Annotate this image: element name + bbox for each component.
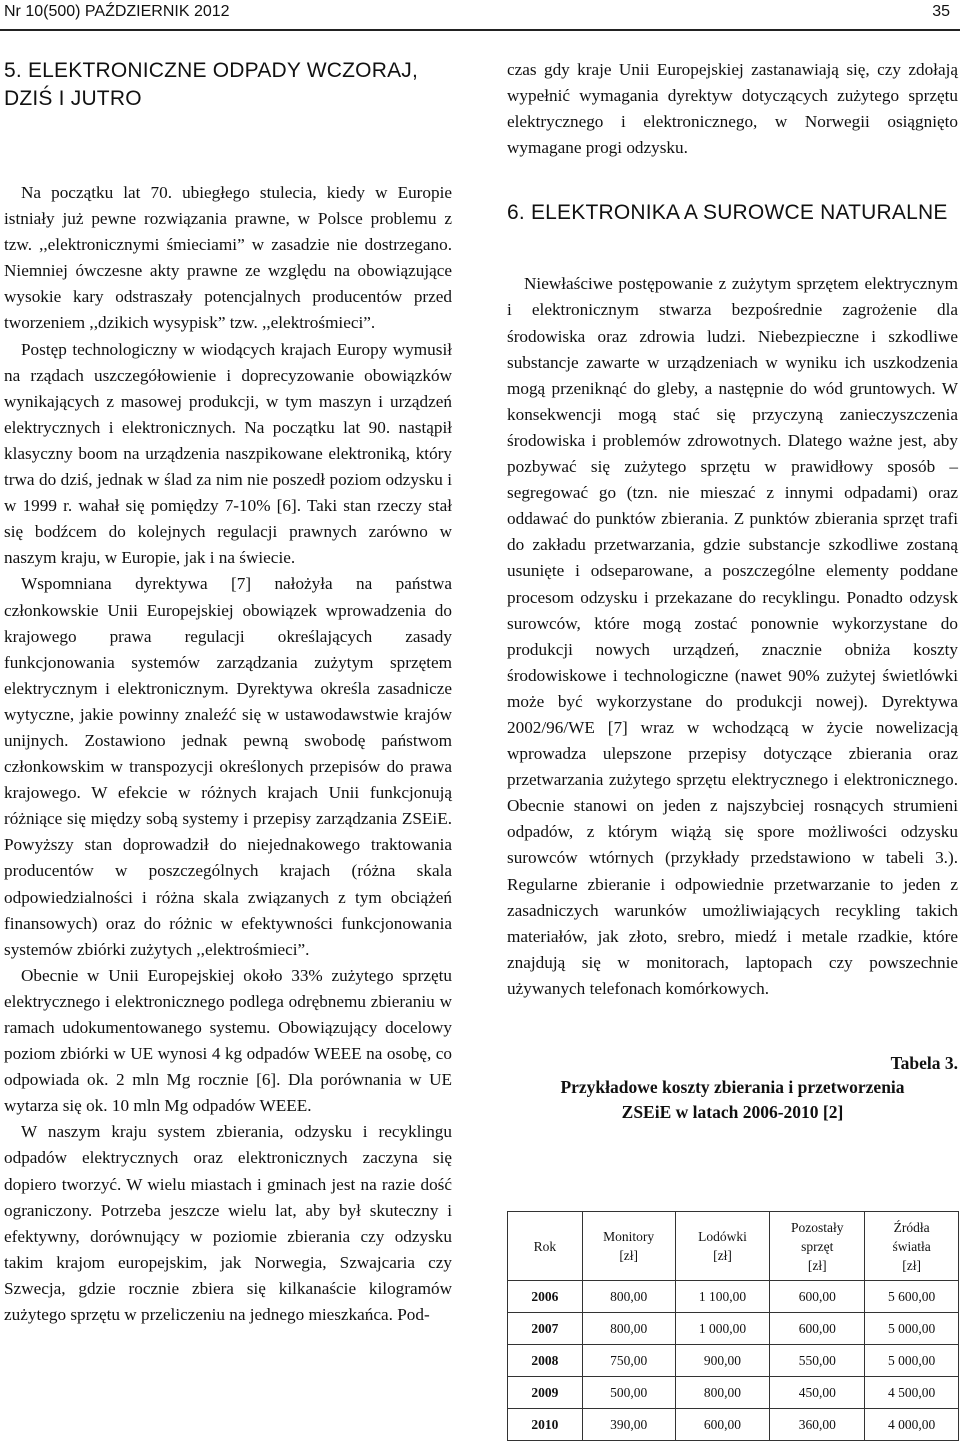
header-light-label-2: światła xyxy=(892,1238,931,1254)
header-other-equipment xyxy=(770,1212,865,1281)
table-title-line2: ZSEiE w latach 2006-2010 [2] xyxy=(621,1102,844,1122)
cell-monitors: 500,00 xyxy=(582,1377,675,1409)
cell-monitors: 390,00 xyxy=(582,1409,675,1441)
section-5-heading xyxy=(4,57,444,113)
cell-year: 2006 xyxy=(508,1281,583,1313)
cell-other: 600,00 xyxy=(770,1281,865,1313)
cell-light: 5 000,00 xyxy=(865,1345,959,1377)
header-light-unit: [zł] xyxy=(902,1257,921,1273)
cell-other: 360,00 xyxy=(770,1409,865,1441)
header-other-label-2: sprzęt xyxy=(801,1238,834,1254)
table-header-row xyxy=(508,1212,959,1281)
table-row xyxy=(508,1313,959,1345)
cell-light: 4 000,00 xyxy=(865,1409,959,1441)
cell-fridges: 800,00 xyxy=(675,1377,770,1409)
continuation-paragraph: czas gdy kraje Unii Europejskiej zastanawiają się, czy zdołają wypełnić wymagania dyrektyw dotyczących zużytego sprzętu elektrycznego i elektronicznego, w Norwegii osiągnięto wymagane progi odzysku. xyxy=(507,60,958,158)
header-fridges-unit: [zł] xyxy=(713,1248,732,1263)
header-light-sources xyxy=(865,1212,959,1281)
cell-monitors: 800,00 xyxy=(582,1281,675,1313)
running-header-issue: Nr 10(500) PAŹDZIERNIK 2012 xyxy=(4,3,230,20)
header-monitors xyxy=(582,1212,675,1281)
section-5-paragraph: Na początku lat 70. ubiegłego stulecia, kiedy w Europie istniały już pewne rozwiązania prawne, w Polsce problemu z tzw. ,,elektronicznymi śmieciami” w zasadzie nie dostrzegano. Niemniej ówczesne akty prawne ze względu na obowiązujące wysokie kary odstraszały potencjalnych producentów przed tworzeniem ,,dzikich wysypisk” tzw. ,,elektrośmieci”. xyxy=(4,183,452,333)
cell-monitors: 800,00 xyxy=(582,1313,675,1345)
cell-light: 5 600,00 xyxy=(865,1281,959,1313)
header-fridges xyxy=(675,1212,770,1281)
section-5-heading-line1: 5. ELEKTRONICZNE ODPADY WCZORAJ, xyxy=(4,59,419,82)
header-rule xyxy=(0,29,960,31)
table-title-line1: Przykładowe koszty zbierania i przetworzenia xyxy=(560,1077,905,1097)
cell-year: 2010 xyxy=(508,1409,583,1441)
cost-table xyxy=(507,1211,959,1441)
header-year-label: Rok xyxy=(533,1238,557,1254)
header-monitors-unit: [zł] xyxy=(619,1248,639,1263)
section-5-heading-line2: DZIŚ I JUTRO xyxy=(4,87,142,110)
cell-fridges: 1 100,00 xyxy=(675,1281,770,1313)
table-row xyxy=(508,1377,959,1409)
table-row xyxy=(508,1345,959,1377)
cell-other: 600,00 xyxy=(770,1313,865,1345)
header-light-label-1: Źródła xyxy=(893,1219,930,1235)
cell-year: 2007 xyxy=(508,1313,583,1345)
table-row xyxy=(508,1409,959,1441)
page-number: 35 xyxy=(932,3,950,20)
section-6-paragraph: Niewłaściwe postępowanie z zużytym sprzętem elektrycznym i elektronicznym stwarza bezpośrednie zagrożenie dla środowiska oraz zdrowia ludzi. Niebezpieczne i szkodliwe substancje zawarte w urządzeniach w wyniku ich uszkodzenia mogą przeniknąć do gleby, a następnie do wód gruntowych. W konsekwencji mogą stać się przyczyną zanieczyszczenia środowiska i problemów zdrowotnych. Dlatego ważne jest, aby pozbywać się zużytego sprzętu w prawidłowy sposób – segregować go (tzn. nie mieszać z innymi odpadami) oraz oddawać do punktów zbierania. Z punktów zbierania sprzęt trafi do zakładu przetwarzania, gdzie substancje szkodliwe zostaną usunięte i odseparowane, a poszczególne elementy poddane procesom odzysku i przekazane do recyklingu. Ponadto odzysk surowców, które mogą zostać ponownie wykorzystane do produkcji nowych urządzeń, znacznie obniża koszty środowiskowe i technologiczne (nawet 90% zużytej świetlówki może być wykorzystane do produkcji nowej). Dyrektywa 2002/96/WE [7] wraz w wchodzącą w życie nowelizacją wprowadza ulepszone przepisy dotyczące zbierania oraz przetwarzania zużytego sprzętu elektrycznego i elektronicznego. Obecnie stanowi on jeden z najszybciej rosnących strumieni odpadów, z którym wiążą się spore możliwości odzysku surowców wtórnych (przykłady przedstawiono w tabeli 3.). Regularne zbieranie i odpowiednie przetwarzanie to jeden z zasadniczych warunków umożliwiających recykling takich materiałów, jak złoto, srebro, miedź i metale rzadkie, które znajdują się w monitorach, laptopach czy powszechnie używanych telefonach komórkowych. xyxy=(507,274,958,998)
header-other-unit: [zł] xyxy=(807,1257,827,1273)
section-5-paragraph: W naszym kraju system zbierania, odzysku i recyklingu odpadów elektrycznych oraz elektronicznych zaczyna się dopiero tworzyć. W wielu miastach i gminach jest na razie dość ograniczony. Potrzeba jeszcze wielu lat, aby był skuteczny i efektywny, dorównujący w poziomie zbierania czy odzysku takim krajom europejskim, jak Norwegia, Szwajcaria czy Szwecja, gdzie rocznie zbiera się kilkanaście kilogramów zużytego sprzętu w przeliczeniu na jednego mieszkańca. Pod- xyxy=(4,1122,452,1325)
table-row xyxy=(508,1281,959,1313)
cell-fridges: 900,00 xyxy=(675,1345,770,1377)
table-caption: Tabela 3. xyxy=(890,1053,958,1073)
header-monitors-label: Monitory xyxy=(603,1229,655,1244)
cell-other: 450,00 xyxy=(770,1377,865,1409)
cell-fridges: 1 000,00 xyxy=(675,1313,770,1345)
header-other-label-1: Pozostały xyxy=(791,1219,844,1235)
header-year xyxy=(508,1212,583,1281)
right-column xyxy=(507,57,958,1125)
header-fridges-label: Lodówki xyxy=(698,1229,747,1244)
cell-light: 4 500,00 xyxy=(865,1377,959,1409)
section-5-paragraph: Obecnie w Unii Europejskiej około 33% zużytego sprzętu elektrycznego i elektronicznego podlega odrębnemu zbieraniu w ramach udokumentowanego systemu. Obowiązujący docelowy poziom zbiórki w UE wynosi 4 kg odpadów WEEE na osobę, co odpowiada ok. 2 mln Mg rocznie [6]. Dla porównania w UE wytarza się ok. 10 mln Mg odpadów WEEE. xyxy=(4,965,452,1116)
left-column xyxy=(4,57,452,1328)
cell-fridges: 600,00 xyxy=(675,1409,770,1441)
section-5-paragraph: Postęp technologiczny w wiodących krajach Europy wymusił na rządach uszczegółowienie i doprecyzowanie obowiązków wynikających z masowej produkcji, w tym maszyn i urządzeń elektrycznych i elektronicznych. Na początku lat 90. nastąpił klasyczny boom na urządzenia naszpikowane elektroniką, który trwa do dziś, jednak w ślad za nim nie poszedł poziom odzysku i w 1999 r. wahał się pomiędzy 7-10% [6]. Taki stan rzeczy stał się bodźcem do kolejnych regulacji prawnych zarówno w naszym kraju, w Europie, jak i na świecie. xyxy=(4,339,452,568)
cell-monitors: 750,00 xyxy=(582,1345,675,1377)
cell-year: 2008 xyxy=(508,1345,583,1377)
section-6-heading: 6. ELEKTRONIKA A SUROWCE NATURALNE xyxy=(507,201,948,225)
cell-other: 550,00 xyxy=(770,1345,865,1377)
cell-year: 2009 xyxy=(508,1377,583,1409)
cell-light: 5 000,00 xyxy=(865,1313,959,1345)
section-5-paragraph: Wspomniana dyrektywa [7] nałożyła na państwa członkowskie Unii Europejskiej obowiązek wprowadzenia do krajowego prawa regulacji określających zasady funkcjonowania systemów zarządzania zużytym sprzętem elektrycznym i elektronicznym. Dyrektywa określa zasadnicze wytyczne, jakie powinny znaleźć się w ustawodawstwie krajów unijnych. Zostawiono jednak pewną swobodę państwom członkowskim w transpozycji określonych przepisów do prawa krajowego. W efekcie w różnych krajach Unii funkcjonują różniące się między sobą systemy i przepisy zarządzania ZSEiE. Powyższy stan doprowadził do niejednakowego traktowania producentów w poszczególnych krajach (różna skala odpowiedzialności i różna skala związanych z tym obciążeń finansowych) oraz do różnic w efektywności funkcjonowania systemów zbiórki zużytych ,,elektrośmieci”. xyxy=(4,574,452,959)
